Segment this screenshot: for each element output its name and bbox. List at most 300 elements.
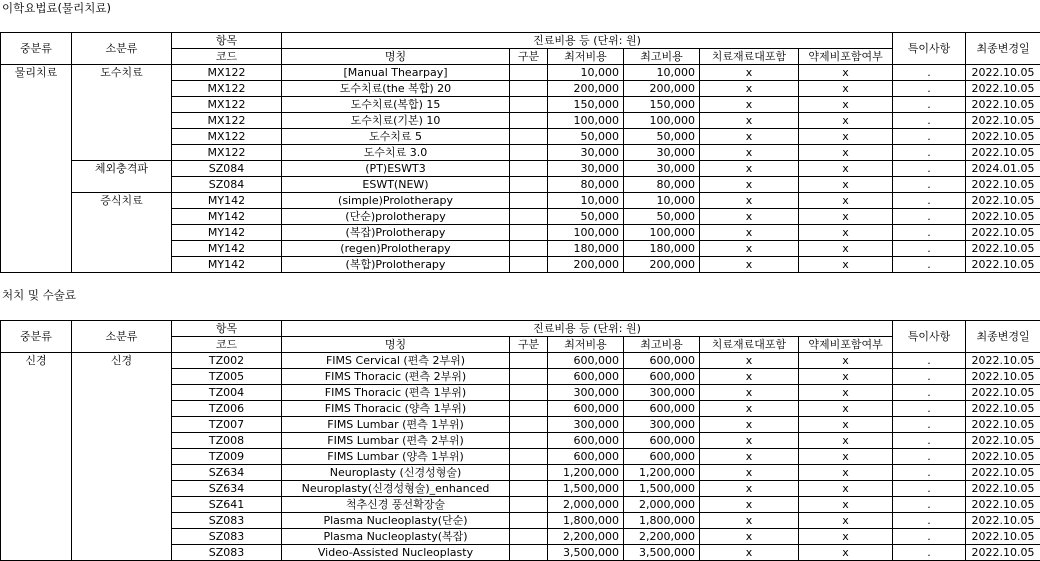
cell-min[interactable]: 1,200,000 (548, 465, 624, 481)
cell-note[interactable]: . (893, 385, 966, 401)
cell-min[interactable]: 3,500,000 (548, 545, 624, 561)
cell-min[interactable]: 10,000 (548, 193, 624, 209)
cell-minor[interactable] (72, 145, 172, 161)
cell-max[interactable]: 2,200,000 (624, 529, 700, 545)
cell-major[interactable] (1, 113, 72, 129)
cell-max[interactable]: 30,000 (624, 145, 700, 161)
cell-note[interactable]: . (893, 481, 966, 497)
cell-date[interactable]: 2022.10.05 (966, 433, 1040, 449)
cell-minor[interactable] (72, 241, 172, 257)
cell-major[interactable] (1, 481, 72, 497)
cell-major[interactable] (1, 161, 72, 177)
cell-name[interactable]: (simple)Prolotherapy (282, 193, 510, 209)
cell-drug[interactable]: x (799, 513, 893, 529)
cell-max[interactable]: 600,000 (624, 353, 700, 369)
header-date: 최종변경일 (966, 321, 1040, 353)
cell-date[interactable]: 2022.10.05 (966, 465, 1040, 481)
cell-date[interactable]: 2022.10.05 (966, 449, 1040, 465)
cell-mat[interactable]: x (700, 433, 799, 449)
cell-note[interactable]: . (893, 129, 966, 145)
cell-div[interactable] (510, 97, 548, 113)
cell-mat[interactable]: x (700, 465, 799, 481)
cell-name[interactable]: 도수치료(복합) 15 (282, 97, 510, 113)
cell-note[interactable]: . (893, 401, 966, 417)
cell-drug[interactable]: x (799, 545, 893, 561)
cell-date[interactable]: 2022.10.05 (966, 113, 1040, 129)
cell-div[interactable] (510, 225, 548, 241)
cell-major[interactable] (1, 465, 72, 481)
cell-major[interactable] (1, 145, 72, 161)
cell-minor[interactable] (72, 545, 172, 561)
cell-code[interactable]: SZ083 (172, 529, 282, 545)
cell-minor[interactable] (72, 465, 172, 481)
cell-minor[interactable]: 체외충격파 (72, 161, 172, 177)
cell-name[interactable]: 도수치료(the 복합) 20 (282, 81, 510, 97)
cell-mat[interactable]: x (700, 401, 799, 417)
header-name: 명칭 (282, 337, 510, 353)
cell-code[interactable]: TZ006 (172, 401, 282, 417)
cell-name[interactable]: 도수치료(기본) 10 (282, 113, 510, 129)
cell-name[interactable]: 도수치료 3.0 (282, 145, 510, 161)
cell-div[interactable] (510, 497, 548, 513)
cell-drug[interactable]: x (799, 449, 893, 465)
cell-code[interactable]: SZ083 (172, 513, 282, 529)
cell-min[interactable]: 30,000 (548, 145, 624, 161)
cell-drug[interactable]: x (799, 481, 893, 497)
cell-code[interactable]: MX122 (172, 81, 282, 97)
cell-drug[interactable]: x (799, 385, 893, 401)
cell-mat[interactable]: x (700, 513, 799, 529)
cell-note[interactable]: . (893, 369, 966, 385)
cell-mat[interactable]: x (700, 193, 799, 209)
cell-note[interactable]: . (893, 161, 966, 177)
cell-name[interactable]: (regen)Prolotherapy (282, 241, 510, 257)
cell-min[interactable]: 1,500,000 (548, 481, 624, 497)
cell-minor[interactable] (72, 513, 172, 529)
cell-div[interactable] (510, 65, 548, 81)
cell-note[interactable]: . (893, 225, 966, 241)
cell-date[interactable]: 2024.01.05 (966, 161, 1040, 177)
cell-min[interactable]: 200,000 (548, 257, 624, 273)
cell-note[interactable]: . (893, 241, 966, 257)
cell-date[interactable]: 2022.10.05 (966, 145, 1040, 161)
cell-note[interactable]: . (893, 353, 966, 369)
cell-note[interactable]: . (893, 449, 966, 465)
cell-major[interactable] (1, 529, 72, 545)
cell-code[interactable]: SZ634 (172, 465, 282, 481)
cell-div[interactable] (510, 545, 548, 561)
cell-major[interactable] (1, 257, 72, 273)
cell-mat[interactable]: x (700, 241, 799, 257)
cell-date[interactable]: 2022.10.05 (966, 257, 1040, 273)
cell-note[interactable]: . (893, 209, 966, 225)
cell-minor[interactable] (72, 497, 172, 513)
cell-max[interactable]: 200,000 (624, 257, 700, 273)
cell-code[interactable]: SZ634 (172, 481, 282, 497)
cell-mat[interactable]: x (700, 449, 799, 465)
cell-min[interactable]: 600,000 (548, 353, 624, 369)
cell-drug[interactable]: x (799, 353, 893, 369)
cell-note[interactable]: . (893, 193, 966, 209)
cell-mat[interactable]: x (700, 497, 799, 513)
cell-major[interactable] (1, 369, 72, 385)
cell-min[interactable]: 30,000 (548, 161, 624, 177)
cell-minor[interactable] (72, 481, 172, 497)
cell-date[interactable]: 2022.10.05 (966, 481, 1040, 497)
cell-minor[interactable] (72, 81, 172, 97)
cell-minor[interactable] (72, 369, 172, 385)
cell-mat[interactable]: x (700, 481, 799, 497)
table-row (1, 449, 1040, 465)
cell-max[interactable]: 50,000 (624, 129, 700, 145)
cell-max[interactable]: 300,000 (624, 417, 700, 433)
cell-mat[interactable]: x (700, 177, 799, 193)
cell-max[interactable]: 100,000 (624, 113, 700, 129)
cell-min[interactable]: 10,000 (548, 65, 624, 81)
cell-drug[interactable]: x (799, 465, 893, 481)
cell-minor[interactable]: 신경 (72, 353, 172, 369)
cell-name[interactable]: Plasma Nucleoplasty(복잡) (282, 529, 510, 545)
table-row (1, 369, 1040, 385)
cell-major[interactable] (1, 97, 72, 113)
cell-drug[interactable]: x (799, 113, 893, 129)
cell-date[interactable]: 2022.10.05 (966, 177, 1040, 193)
cell-date[interactable]: 2022.10.05 (966, 529, 1040, 545)
cell-mat[interactable]: x (700, 209, 799, 225)
cell-div[interactable] (510, 465, 548, 481)
cell-code[interactable]: SZ084 (172, 177, 282, 193)
cell-max[interactable]: 80,000 (624, 177, 700, 193)
cell-mat[interactable]: x (700, 129, 799, 145)
cell-max[interactable]: 300,000 (624, 385, 700, 401)
cell-drug[interactable]: x (799, 161, 893, 177)
cell-max[interactable]: 50,000 (624, 209, 700, 225)
cell-drug[interactable]: x (799, 433, 893, 449)
cell-max[interactable]: 600,000 (624, 369, 700, 385)
cell-div[interactable] (510, 177, 548, 193)
cell-name[interactable]: FIMS Lumbar (편측 1부위) (282, 417, 510, 433)
cell-div[interactable] (510, 513, 548, 529)
cell-max[interactable]: 180,000 (624, 241, 700, 257)
cell-major[interactable] (1, 401, 72, 417)
cell-name[interactable]: FIMS Lumbar (편측 2부위) (282, 433, 510, 449)
cell-code[interactable]: MY142 (172, 209, 282, 225)
cell-note[interactable]: . (893, 433, 966, 449)
cell-minor[interactable] (72, 129, 172, 145)
cell-div[interactable] (510, 113, 548, 129)
header-max: 최고비용 (624, 337, 700, 353)
cell-min[interactable]: 2,200,000 (548, 529, 624, 545)
cell-major[interactable] (1, 417, 72, 433)
cell-code[interactable]: MX122 (172, 129, 282, 145)
cell-drug[interactable]: x (799, 177, 893, 193)
cell-minor[interactable] (72, 209, 172, 225)
cell-div[interactable] (510, 529, 548, 545)
cell-mat[interactable]: x (700, 145, 799, 161)
cell-max[interactable]: 200,000 (624, 81, 700, 97)
cell-note[interactable]: . (893, 177, 966, 193)
cell-mat[interactable]: x (700, 385, 799, 401)
cell-div[interactable] (510, 449, 548, 465)
cell-major[interactable] (1, 433, 72, 449)
cell-mat[interactable]: x (700, 417, 799, 433)
cell-drug[interactable]: x (799, 417, 893, 433)
cell-div[interactable] (510, 129, 548, 145)
table-row (1, 513, 1040, 529)
cell-max[interactable]: 10,000 (624, 193, 700, 209)
cell-name[interactable]: FIMS Lumbar (양측 1부위) (282, 449, 510, 465)
cell-major[interactable] (1, 513, 72, 529)
cell-name[interactable]: 척추신경 풍선확장술 (282, 497, 510, 513)
cell-date[interactable]: 2022.10.05 (966, 369, 1040, 385)
cell-name[interactable]: (단순)prolotherapy (282, 209, 510, 225)
cell-code[interactable]: SZ641 (172, 497, 282, 513)
cell-name[interactable]: Plasma Nucleoplasty(단순) (282, 513, 510, 529)
cell-name[interactable]: Neuroplasty (신경성형술) (282, 465, 510, 481)
cell-code[interactable]: SZ084 (172, 161, 282, 177)
cell-max[interactable]: 2,000,000 (624, 497, 700, 513)
cell-mat[interactable]: x (700, 97, 799, 113)
cell-mat[interactable]: x (700, 369, 799, 385)
cell-major[interactable] (1, 241, 72, 257)
cell-name[interactable]: Video-Assisted Nucleoplasty (282, 545, 510, 561)
cell-drug[interactable]: x (799, 129, 893, 145)
header-date: 최종변경일 (966, 33, 1040, 65)
cell-div[interactable] (510, 193, 548, 209)
cell-date[interactable]: 2022.10.05 (966, 417, 1040, 433)
cell-div[interactable] (510, 241, 548, 257)
cell-min[interactable]: 50,000 (548, 129, 624, 145)
cell-note[interactable]: . (893, 513, 966, 529)
cell-mat[interactable]: x (700, 545, 799, 561)
cell-major[interactable] (1, 385, 72, 401)
cell-drug[interactable]: x (799, 145, 893, 161)
cell-min[interactable]: 600,000 (548, 433, 624, 449)
table-row (1, 545, 1040, 561)
cell-major[interactable] (1, 193, 72, 209)
cell-minor[interactable] (72, 97, 172, 113)
cell-date[interactable]: 2022.10.05 (966, 209, 1040, 225)
cell-name[interactable]: 도수치료 5 (282, 129, 510, 145)
cell-note[interactable]: . (893, 545, 966, 561)
cell-minor[interactable] (72, 113, 172, 129)
cell-note[interactable]: . (893, 529, 966, 545)
cell-drug[interactable]: x (799, 497, 893, 513)
cell-mat[interactable]: x (700, 257, 799, 273)
cell-div[interactable] (510, 481, 548, 497)
cell-date[interactable]: 2022.10.05 (966, 401, 1040, 417)
cell-note[interactable]: . (893, 81, 966, 97)
cell-date[interactable]: 2022.10.05 (966, 545, 1040, 561)
cell-note[interactable]: . (893, 145, 966, 161)
cell-name[interactable]: (복합)Prolotherapy (282, 257, 510, 273)
cell-date[interactable]: 2022.10.05 (966, 241, 1040, 257)
cell-max[interactable]: 1,200,000 (624, 465, 700, 481)
cell-mat[interactable]: x (700, 113, 799, 129)
cell-max[interactable]: 600,000 (624, 433, 700, 449)
cell-mat[interactable]: x (700, 81, 799, 97)
cell-note[interactable]: . (893, 497, 966, 513)
cell-min[interactable]: 600,000 (548, 369, 624, 385)
cell-name[interactable]: FIMS Cervical (편측 2부위) (282, 353, 510, 369)
cell-div[interactable] (510, 145, 548, 161)
cell-mat[interactable]: x (700, 353, 799, 369)
cell-name[interactable]: Neuroplasty(신경성형술)_enhanced (282, 481, 510, 497)
cell-drug[interactable]: x (799, 369, 893, 385)
cell-name[interactable]: ESWT(NEW) (282, 177, 510, 193)
cell-major[interactable]: 물리치료 (1, 65, 72, 81)
cell-major[interactable] (1, 225, 72, 241)
cell-mat[interactable]: x (700, 529, 799, 545)
cell-minor[interactable]: 도수치료 (72, 65, 172, 81)
cell-major[interactable]: 신경 (1, 353, 72, 369)
cell-div[interactable] (510, 161, 548, 177)
cell-major[interactable] (1, 449, 72, 465)
cell-min[interactable]: 100,000 (548, 225, 624, 241)
cell-note[interactable]: . (893, 257, 966, 273)
cell-drug[interactable]: x (799, 81, 893, 97)
cell-minor[interactable] (72, 433, 172, 449)
cell-code[interactable]: TZ005 (172, 369, 282, 385)
cell-max[interactable]: 1,800,000 (624, 513, 700, 529)
cell-min[interactable]: 180,000 (548, 241, 624, 257)
cell-name[interactable]: FIMS Thoracic (양측 1부위) (282, 401, 510, 417)
header-cost-group: 진료비용 등 (단위: 원) (282, 33, 893, 49)
cell-code[interactable]: TZ009 (172, 449, 282, 465)
cell-date[interactable]: 2022.10.05 (966, 97, 1040, 113)
cell-div[interactable] (510, 433, 548, 449)
cell-name[interactable]: FIMS Thoracic (편측 1부위) (282, 385, 510, 401)
cell-minor[interactable] (72, 225, 172, 241)
cell-drug[interactable]: x (799, 209, 893, 225)
cell-name[interactable]: [Manual Thearpay] (282, 65, 510, 81)
header-min: 최저비용 (548, 49, 624, 65)
cell-major[interactable] (1, 129, 72, 145)
cell-minor[interactable] (72, 177, 172, 193)
cell-date[interactable]: 2022.10.05 (966, 385, 1040, 401)
cell-minor[interactable] (72, 529, 172, 545)
cell-code[interactable]: MX122 (172, 65, 282, 81)
cell-minor[interactable] (72, 417, 172, 433)
cell-div[interactable] (510, 353, 548, 369)
cell-note[interactable]: . (893, 65, 966, 81)
cell-minor[interactable] (72, 257, 172, 273)
cell-name[interactable]: (PT)ESWT3 (282, 161, 510, 177)
cell-div[interactable] (510, 417, 548, 433)
cell-max[interactable]: 600,000 (624, 449, 700, 465)
cell-date[interactable]: 2022.10.05 (966, 225, 1040, 241)
cell-minor[interactable] (72, 385, 172, 401)
cell-drug[interactable]: x (799, 97, 893, 113)
cell-div[interactable] (510, 385, 548, 401)
cell-date[interactable]: 2022.10.05 (966, 353, 1040, 369)
cell-drug[interactable]: x (799, 257, 893, 273)
cell-code[interactable]: MY142 (172, 193, 282, 209)
cell-drug[interactable]: x (799, 401, 893, 417)
cell-code[interactable]: MY142 (172, 257, 282, 273)
header-code: 코드 (172, 49, 282, 65)
cell-mat[interactable]: x (700, 225, 799, 241)
table-row (1, 97, 1040, 113)
cell-div[interactable] (510, 369, 548, 385)
cell-name[interactable]: FIMS Thoracic (편측 2부위) (282, 369, 510, 385)
cell-min[interactable]: 100,000 (548, 113, 624, 129)
cell-code[interactable]: TZ004 (172, 385, 282, 401)
cell-max[interactable]: 3,500,000 (624, 545, 700, 561)
cell-drug[interactable]: x (799, 65, 893, 81)
cell-max[interactable]: 30,000 (624, 161, 700, 177)
cell-div[interactable] (510, 257, 548, 273)
cell-min[interactable]: 80,000 (548, 177, 624, 193)
cell-note[interactable]: . (893, 113, 966, 129)
cell-minor[interactable]: 증식치료 (72, 193, 172, 209)
cell-min[interactable]: 200,000 (548, 81, 624, 97)
cell-note[interactable]: . (893, 465, 966, 481)
cell-mat[interactable]: x (700, 65, 799, 81)
cell-code[interactable]: TZ008 (172, 433, 282, 449)
cell-date[interactable]: 2022.10.05 (966, 497, 1040, 513)
cell-min[interactable]: 600,000 (548, 449, 624, 465)
cell-drug[interactable]: x (799, 529, 893, 545)
cell-major[interactable] (1, 497, 72, 513)
cell-major[interactable] (1, 177, 72, 193)
table-row (1, 129, 1040, 145)
cell-code[interactable]: SZ083 (172, 545, 282, 561)
cell-div[interactable] (510, 401, 548, 417)
cell-min[interactable]: 150,000 (548, 97, 624, 113)
cell-mat[interactable]: x (700, 161, 799, 177)
cell-date[interactable]: 2022.10.05 (966, 513, 1040, 529)
cell-minor[interactable] (72, 449, 172, 465)
cell-code[interactable]: MY142 (172, 225, 282, 241)
cell-max[interactable]: 600,000 (624, 401, 700, 417)
cell-div[interactable] (510, 209, 548, 225)
cell-note[interactable]: . (893, 417, 966, 433)
cell-date[interactable]: 2022.10.05 (966, 65, 1040, 81)
cell-code[interactable]: TZ007 (172, 417, 282, 433)
cell-date[interactable]: 2022.10.05 (966, 129, 1040, 145)
cell-drug[interactable]: x (799, 193, 893, 209)
table-row (1, 209, 1040, 225)
cell-min[interactable]: 50,000 (548, 209, 624, 225)
cell-code[interactable]: MX122 (172, 145, 282, 161)
cell-max[interactable]: 10,000 (624, 65, 700, 81)
cell-min[interactable]: 600,000 (548, 401, 624, 417)
cell-min[interactable]: 300,000 (548, 385, 624, 401)
cell-date[interactable]: 2022.10.05 (966, 81, 1040, 97)
cell-min[interactable]: 2,000,000 (548, 497, 624, 513)
cell-div[interactable] (510, 81, 548, 97)
cell-max[interactable]: 1,500,000 (624, 481, 700, 497)
cell-minor[interactable] (72, 401, 172, 417)
cell-name[interactable]: (복잡)Prolotherapy (282, 225, 510, 241)
cell-max[interactable]: 150,000 (624, 97, 700, 113)
cell-max[interactable]: 100,000 (624, 225, 700, 241)
cell-min[interactable]: 300,000 (548, 417, 624, 433)
cell-code[interactable]: MY142 (172, 241, 282, 257)
cell-code[interactable]: MX122 (172, 113, 282, 129)
cell-note[interactable]: . (893, 97, 966, 113)
cell-code[interactable]: TZ002 (172, 353, 282, 369)
cell-major[interactable] (1, 81, 72, 97)
cell-code[interactable]: MX122 (172, 97, 282, 113)
cell-drug[interactable]: x (799, 225, 893, 241)
cell-min[interactable]: 1,800,000 (548, 513, 624, 529)
cell-major[interactable] (1, 209, 72, 225)
cell-drug[interactable]: x (799, 241, 893, 257)
cell-date[interactable]: 2022.10.05 (966, 193, 1040, 209)
cell-major[interactable] (1, 545, 72, 561)
